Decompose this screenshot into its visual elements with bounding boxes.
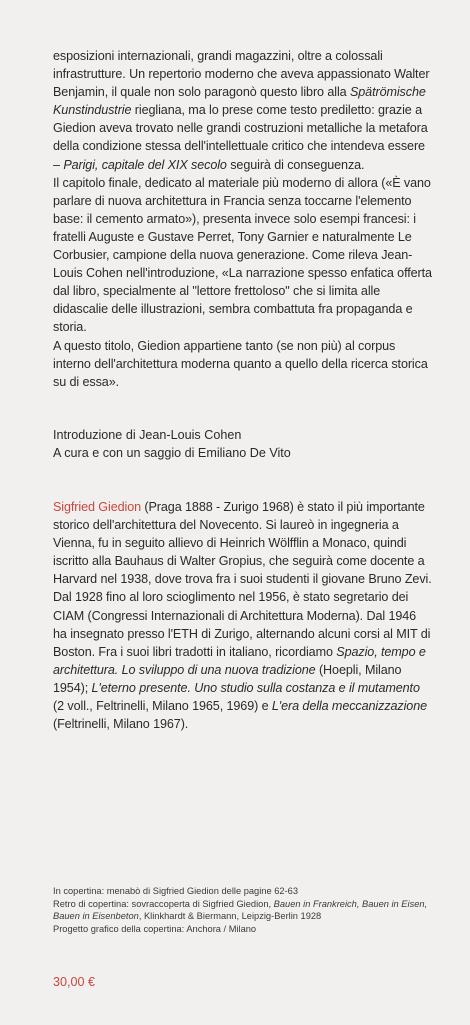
italic-title: Spätrömische Kunstindustrie: [53, 85, 426, 118]
italic-title: L'era della meccanizzazione: [271, 699, 428, 714]
paragraph-text: esposizioni internazionali, grandi magazzini, oltre a colossali infrastrutture. Un repertorio moderno che aveva appassionato Walter Benjamin, il quale non solo paragonò questo libro alla: [53, 49, 430, 100]
cover-credit: In copertina: menabò di Sigfried Giedion delle pagine 62-63: [53, 886, 298, 896]
description-text: [53, 47, 433, 391]
bio-text: (Praga 1888 - Zurigo 1968) è stato il più importante storico dell'architettura del Novecento. Si laureò in ingegneria a Vienna, fu in seguito allievo di Heinrich Wölfflin a Monaco, quindi iscritto alla Bauhaus di Walter Gropius, che seguirà come docente a Harvard nel 1938, dove trova fra i suoi studenti il giovane Bruno Zevi. Dal 1928 fino al loro scioglimento nel 1956, è stato segretario dei CIAM (Congressi Internazionali di Architettura Moderna). Dal 1946 ha insegnato presso l'ETH di Zurigo, alternando alcuni corsi al MIT di Boston. Fra i suoi libri tradotti in italiano, ricordiamo: [53, 500, 432, 659]
italic-title: Parigi, capitale del XIX secolo: [63, 157, 227, 172]
colophon: [53, 885, 433, 936]
author-name: Sigfried Giedion: [53, 500, 142, 514]
bio-text: (2 voll., Feltrinelli, Milano 1965, 1969) e: [53, 699, 272, 714]
bio-text: (Hoepli, Milano 1954);: [53, 662, 402, 695]
paragraph-final-chapter: Il capitolo finale, dedicato al materiale più moderno di allora («È vano parlare di nuova architettura in Francia senza toccarne l'elemento base: il cemento armato»), presenta invece solo esempi francesi: i fratelli Auguste e Gustave Perret, Tony Garnier e naturalmente Le Corbusier, campione della nuova generazione. Come rileva Jean-Louis Cohen nell'introduzione, «La narrazione spesso enfatica offerta dal libro, specialmente al "lettore frettoloso" che si limita alle didascalie delle illustrazioni, sembra combattuta fra propaganda e storia.: [53, 175, 432, 335]
paragraph-text: riegliana, ma lo prese come testo prediletto: grazie a Giedion aveva trovato nelle grandi costruzioni metalliche la metafora della condizione stessa dell'intellettuale critico che intendeva essere –: [53, 103, 428, 172]
bio-text: (Feltrinelli, Milano 1967).: [53, 717, 189, 732]
paragraph-benjamin: [53, 47, 433, 174]
italic-title: L'eterno presente. Uno studio sulla costanza e il mutamento: [91, 680, 420, 695]
back-cover-credit: [53, 898, 433, 923]
credits: [53, 426, 433, 462]
design-credit: Progetto grafico della copertina: Anchora / Milano: [53, 924, 257, 935]
colophon-text: , Klinkhardt & Biermann, Leipzig-Berlin 1928: [138, 911, 322, 922]
credit-introduction: Introduzione di Jean-Louis Cohen: [53, 428, 242, 442]
author-bio: [53, 498, 433, 733]
colophon-text: Retro di copertina: sovraccoperta di Sigfried Giedion,: [53, 898, 274, 909]
italic-title: Spazio, tempo e architettura. Lo sviluppo di una nuova tradizione: [53, 644, 426, 677]
italic-title: Bauen in Frankreich, Bauen in Eisen, Bauen in Eisenbeton: [53, 898, 428, 922]
price: 30,00 €: [53, 975, 96, 989]
paragraph-corpus: A questo titolo, Giedion appartiene tanto (se non più) al corpus interno dell'architettura moderna quanto a quello della ricerca storica su di essa».: [53, 338, 428, 389]
paragraph-text: seguirà di conseguenza.: [226, 157, 365, 172]
credit-editor: A cura e con un saggio di Emiliano De Vito: [53, 446, 291, 461]
